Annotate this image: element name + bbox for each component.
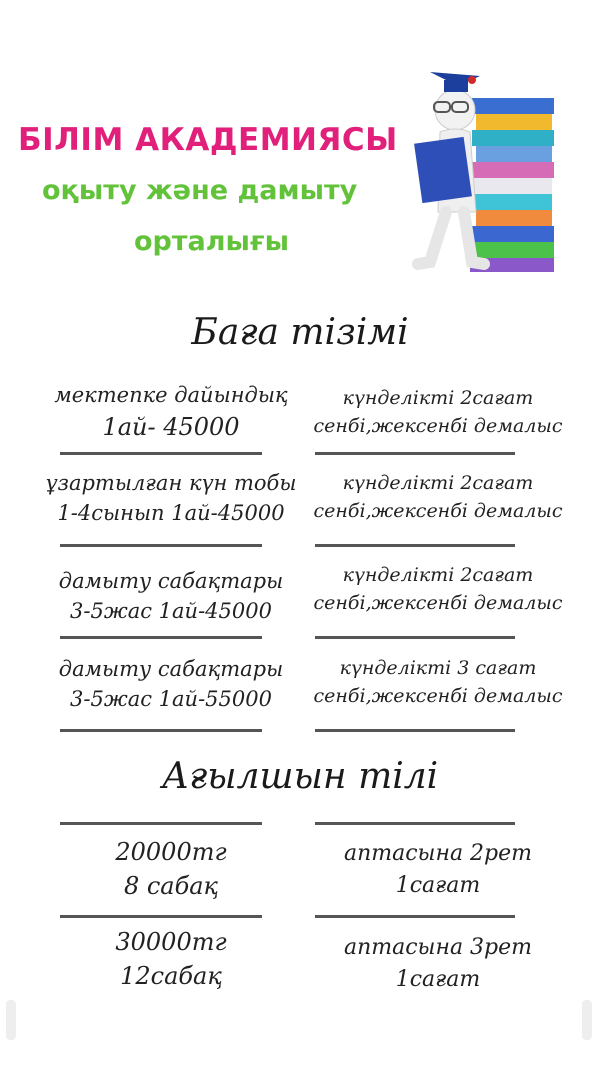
price-list-title: Баға тізімі	[191, 312, 409, 353]
price-item-left: дамыту сабақтары 3-5жас 1ай-45000	[58, 569, 284, 624]
divider	[315, 729, 515, 732]
divider	[315, 636, 515, 639]
student-with-books-icon	[410, 52, 560, 274]
english-course-title: Ағылшын тілі	[161, 756, 439, 797]
brand-subtitle: оқыту және дамыту	[42, 175, 358, 206]
price-item-right: күнделікті 2сағат сенбі,жексенбі демалыс	[313, 564, 563, 614]
brand-subtitle-2: орталығы	[134, 226, 290, 257]
english-item-left: 20000тг 8 сабақ	[115, 838, 227, 900]
page-edge	[6, 1000, 16, 1040]
price-item-left: мектепке дайындық 1ай- 45000	[54, 383, 288, 442]
divider	[60, 915, 262, 918]
english-item-right: аптасына 3рет 1сағат	[343, 935, 533, 992]
price-item-left: дамыту сабақтары 3-5жас 1ай-55000	[58, 657, 284, 712]
english-item-right: аптасына 2рет 1сағат	[343, 841, 533, 898]
divider	[60, 452, 262, 455]
price-item-right: күнделікті 3 сағат сенбі,жексенбі демалыс	[313, 657, 563, 707]
price-item-right: күнделікті 2сағат сенбі,жексенбі демалыс	[313, 387, 563, 437]
divider	[315, 544, 515, 547]
price-item-left: ұзартылған күн тобы 1-4сынып 1ай-45000	[45, 471, 297, 526]
divider	[315, 452, 515, 455]
brand-title: БІЛІМ АКАДЕМИЯСЫ	[18, 122, 398, 158]
divider	[315, 915, 515, 918]
divider	[60, 544, 262, 547]
divider	[315, 822, 515, 825]
divider	[60, 729, 262, 732]
page-edge	[582, 1000, 592, 1040]
divider	[60, 822, 262, 825]
divider	[60, 636, 262, 639]
english-item-left: 30000тг 12сабақ	[115, 928, 227, 990]
price-item-right: күнделікті 2сағат сенбі,жексенбі демалыс	[313, 472, 563, 522]
